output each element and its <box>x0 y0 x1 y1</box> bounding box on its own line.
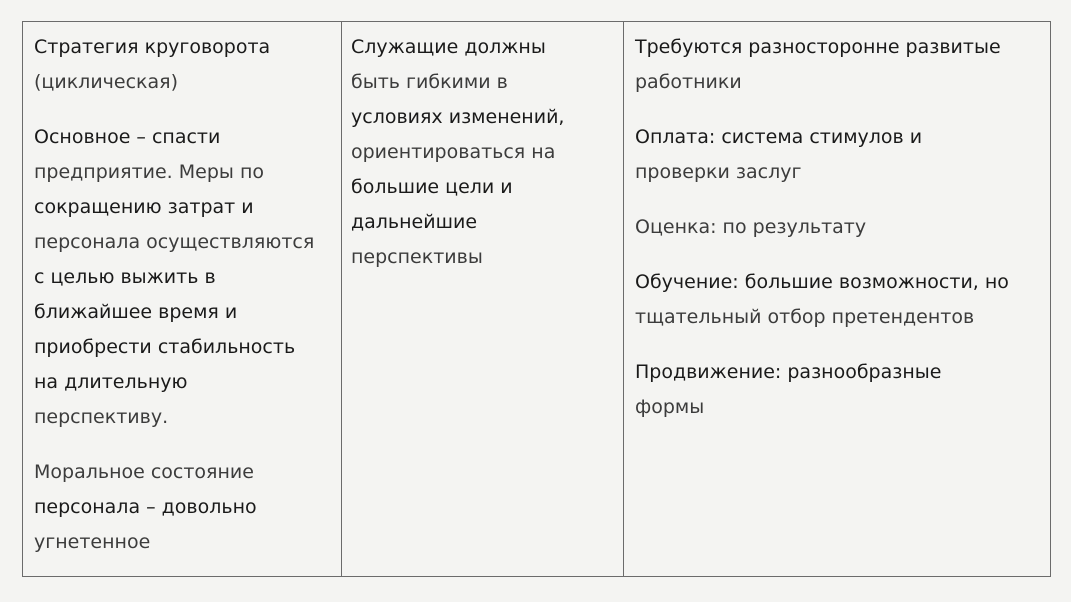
strategy-description <box>34 120 331 435</box>
cell-hr-policy <box>624 22 1050 576</box>
text-line: Обучение: большие возможности, но <box>635 271 1009 293</box>
payment-policy <box>635 120 1040 190</box>
evaluation-policy <box>635 210 1040 245</box>
text-line: персонала осуществляются <box>34 231 315 253</box>
text-line: (циклическая) <box>34 71 178 93</box>
text-line: ближайшее время и <box>34 301 238 323</box>
text-line: Стратегия круговорота <box>34 36 271 58</box>
text-line: Оценка: по результату <box>635 216 867 238</box>
cell-employee-behavior <box>342 22 624 576</box>
strategy-title <box>34 30 331 100</box>
text-line: проверки заслуг <box>635 161 802 183</box>
text-line: Служащие должны <box>351 36 546 58</box>
text-line: предприятие. Меры по <box>34 161 264 183</box>
text-line: персонала – довольно <box>34 496 257 518</box>
text-line: перспективы <box>351 246 483 268</box>
training-policy <box>635 265 1040 335</box>
text-line: Основное – спасти <box>34 126 221 148</box>
text-line: работники <box>635 71 742 93</box>
cell-strategy <box>23 22 342 576</box>
text-line: приобрести стабильность <box>34 336 296 358</box>
staff-requirement <box>635 30 1040 100</box>
text-line: Продвижение: разнообразные <box>635 361 942 383</box>
text-line: перспективу. <box>34 406 169 428</box>
text-line: угнетенное <box>34 531 151 553</box>
text-line: быть гибкими в <box>351 71 508 93</box>
text-line: ориентироваться на <box>351 141 556 163</box>
staff-morale <box>34 455 331 560</box>
text-line: дальнейшие <box>351 211 478 233</box>
text-line: большие цели и <box>351 176 513 198</box>
promotion-policy <box>635 355 1040 425</box>
text-line: на длительную <box>34 371 188 393</box>
text-line: Моральное состояние <box>34 461 254 483</box>
text-line: с целью выжить в <box>34 266 216 288</box>
text-line: формы <box>635 396 705 418</box>
strategy-table <box>22 21 1051 577</box>
text-line: условиях изменений, <box>351 106 565 128</box>
employee-requirements <box>351 30 613 275</box>
text-line: сокращению затрат и <box>34 196 254 218</box>
text-line: Требуются разносторонне развитые <box>635 36 1001 58</box>
text-line: Оплата: система стимулов и <box>635 126 923 148</box>
text-line: тщательный отбор претендентов <box>635 306 975 328</box>
